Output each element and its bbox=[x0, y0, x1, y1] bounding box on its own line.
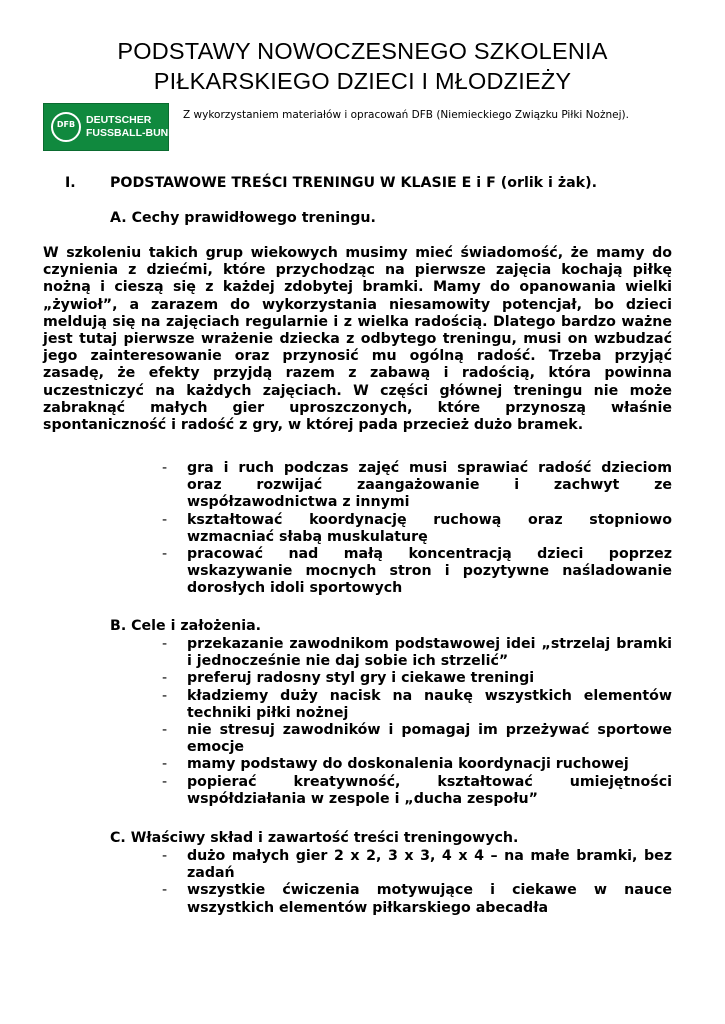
list-item: - popierać kreatywność, kształtować umiejętności współdziałania w zespole i „ducha zespołu” bbox=[160, 774, 672, 808]
title-line-2: PIŁKARSKIEGO DZIECI I MŁODZIEŻY bbox=[153, 68, 572, 94]
document-title bbox=[60, 36, 665, 96]
credit-note: Z wykorzystaniem materiałów i opracowań DFB (Niemieckiego Związku Piłki Nożnej). bbox=[183, 109, 629, 121]
dfb-logo bbox=[43, 103, 176, 151]
list-item: - wszystkie ćwiczenia motywujące i ciekawe w nauce wszystkich elementów piłkarskiego abecadła bbox=[160, 882, 672, 916]
dfb-emblem-icon: DFB bbox=[51, 112, 81, 142]
section-number: I. bbox=[65, 175, 76, 191]
subsection-c-heading: C. Właściwy skład i zawartość treści treningowych. bbox=[110, 830, 519, 846]
title-line-1: PODSTAWY NOWOCZESNEGO SZKOLENIA bbox=[117, 38, 608, 64]
list-item: - kładziemy duży nacisk na naukę wszystkich elementów techniki piłki nożnej bbox=[160, 688, 672, 722]
list-item: - gra i ruch podczas zajęć musi sprawiać radość dzieciom oraz rozwijać zaangażowanie i zachwyt ze współzawodnictwa z innymi bbox=[160, 460, 672, 512]
list-item: - nie stresuj zawodników i pomagaj im przeżywać sportowe emocje bbox=[160, 722, 672, 756]
logo-text: DEUTSCHER FUSSBALL-BUND bbox=[86, 114, 176, 139]
subsection-a-list bbox=[160, 460, 672, 598]
subsection-c-list bbox=[160, 848, 672, 917]
list-item: - pracować nad małą koncentracją dzieci poprzez wskazywanie mocnych stron i pozytywne naśladowanie dorosłych idoli sportowych bbox=[160, 546, 672, 598]
subsection-a-heading: A. Cechy prawidłowego treningu. bbox=[110, 210, 376, 226]
subsection-a-paragraph: W szkoleniu takich grup wiekowych musimy mieć świadomość, że mamy do czynienia z dziećmi, które przychodząc na pierwsze zajęcia kochają piłkę nożną i cieszą się z każdej zdobytej bramki. Mamy do opanowania wielki „żywioł”, a zarazem do wykorzystania niesamowity potencjał, bo dzieci meldują się na zajęciach regularnie i z wielka radością. Dlatego bardzo ważne jest tutaj pierwsze wrażenie dziecka z odbytego treningu, musi on wzbudzać jego zainteresowanie oraz przynosić mu ogólną radość. Trzeba przyjąć zasadę, że efekty przyjdą razem z zabawą i radością, która powinna uczestniczyć na każdych zajęciach. W części głównej treningu nie może zabraknąć małych gier uproszczonych, które przynoszą właśnie spontaniczność i radość z gry, w której pada przecież dużo bramek. bbox=[43, 245, 672, 434]
subsection-b-heading: B. Cele i założenia. bbox=[110, 618, 262, 634]
list-item: - dużo małych gier 2 x 2, 3 x 3, 4 x 4 – na małe bramki, bez zadań bbox=[160, 848, 672, 882]
list-item: - kształtować koordynację ruchową oraz stopniowo wzmacniać słabą muskulaturę bbox=[160, 512, 672, 546]
section-title: PODSTAWOWE TREŚCI TRENINGU W KLASIE E i F (orlik i żak). bbox=[110, 175, 597, 191]
list-item: - preferuj radosny styl gry i ciekawe treningi bbox=[160, 670, 672, 687]
list-item: - przekazanie zawodnikom podstawowej idei „strzelaj bramki i jednocześnie nie daj sobie ich strzelić” bbox=[160, 636, 672, 670]
subsection-b-list bbox=[160, 636, 672, 808]
list-item: - mamy podstawy do doskonalenia koordynacji ruchowej bbox=[160, 756, 672, 773]
